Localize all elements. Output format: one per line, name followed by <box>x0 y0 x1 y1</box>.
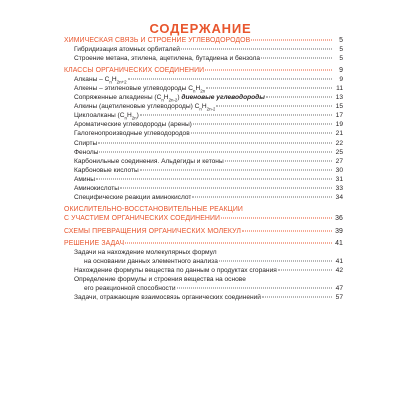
dot-leader <box>225 161 332 162</box>
toc-label: Гибридизация атомных орбиталей <box>74 46 180 53</box>
toc-label: ОКИСЛИТЕЛЬНО-ВОССТАНОВИТЕЛЬНЫЕ РЕАКЦИИ <box>64 206 243 213</box>
toc-entry-alcohols[interactable] <box>74 140 343 149</box>
dot-leader <box>205 70 332 71</box>
toc-label: Амины <box>74 176 95 183</box>
toc-entry-combustion[interactable] <box>74 267 343 276</box>
page-title: СОДЕРЖАНИЕ <box>149 21 252 36</box>
toc-entry-molecular-formulas-line2[interactable] <box>84 258 343 267</box>
toc-page-number: 19 <box>335 121 343 128</box>
toc-label: Задачи на нахождение молекулярных формул <box>74 249 217 256</box>
toc-label: Алкины (ацетиленовые углеводороды) $C_nH_{2n-2}$ <box>74 103 216 112</box>
toc-page-number: 36 <box>335 215 343 222</box>
toc-entry-alkadienes[interactable] <box>74 94 343 103</box>
toc-page-number: 21 <box>335 130 343 137</box>
toc-page-number: 25 <box>335 149 343 156</box>
toc-page-number: 42 <box>335 267 343 274</box>
toc-page-number: 9 <box>339 76 343 83</box>
dot-leader <box>99 152 332 153</box>
toc-entry-alkenes[interactable] <box>74 85 343 94</box>
toc-label: ХИМИЧЕСКАЯ СВЯЗЬ И СТРОЕНИЕ УГЛЕВОДОРОДОВ <box>64 37 251 44</box>
toc-label: Карбонильные соединения. Альдегиды и кетоны <box>74 158 224 165</box>
toc-label: Карбоновые кислоты <box>74 167 139 174</box>
toc-entry-reactivity-line2[interactable] <box>84 285 343 294</box>
toc-entry-relationships[interactable] <box>74 294 343 303</box>
toc-page-number: 31 <box>335 176 343 183</box>
toc-section-chemical-bond[interactable] <box>64 37 343 46</box>
dot-leader <box>193 124 332 125</box>
toc-label: КЛАССЫ ОРГАНИЧЕСКИХ СОЕДИНЕНИЙ <box>64 67 205 74</box>
toc-entry-alkynes[interactable] <box>74 103 343 112</box>
dot-leader <box>206 88 332 89</box>
toc-page-number: 41 <box>335 240 343 247</box>
toc-label: Аминокислоты <box>74 185 119 192</box>
toc-page-number: 41 <box>335 258 343 265</box>
toc-label: Ароматические углеводороды (арены) <box>74 121 192 128</box>
toc-label: Фенолы <box>74 149 99 156</box>
dot-leader <box>181 49 332 50</box>
dot-leader <box>98 143 332 144</box>
toc-label: Циклоалканы $(C_nH_{2n})$ <box>74 112 139 121</box>
toc-entry-molecular-formulas-line1[interactable] <box>74 249 343 258</box>
toc-section-classes[interactable] <box>64 67 343 76</box>
toc-page-number: 13 <box>335 94 343 101</box>
toc-label: СХЕМЫ ПРЕВРАЩЕНИЯ ОРГАНИЧЕСКИХ МОЛЕКУЛ <box>64 228 241 235</box>
toc-page-number: 30 <box>335 167 343 174</box>
dot-leader <box>278 270 332 271</box>
toc-label: Галогенопроизводные углеводородов <box>74 130 190 137</box>
toc-page-number: 39 <box>335 228 343 235</box>
toc-entry-structure[interactable] <box>74 55 343 64</box>
toc-label: на основании данных элементного анализа <box>84 258 218 265</box>
toc-label: Задачи, отражающие взаимосвязь органических соединений <box>74 294 261 301</box>
toc-page-number: 34 <box>335 194 343 201</box>
toc-entry-phenols[interactable] <box>74 149 343 158</box>
toc-label: его реакционной способности <box>84 285 176 292</box>
dot-leader <box>140 115 332 116</box>
toc-page-number: 57 <box>335 294 343 301</box>
dot-leader <box>125 243 332 244</box>
toc-section-problems[interactable] <box>64 240 343 249</box>
toc-page-number: 15 <box>335 103 343 110</box>
toc-entry-hybridization[interactable] <box>74 46 343 55</box>
toc-page-number: 47 <box>335 285 343 292</box>
toc-entry-halogen[interactable] <box>74 130 343 139</box>
toc-label: Строение метана, этилена, ацетилена, бутадиена и бензола <box>74 55 260 62</box>
toc-label: Сопряженные алкадиены $(C_nH_{2n-2})$ диеновые углеводороды <box>74 94 265 103</box>
toc-entry-reactivity-line1[interactable] <box>74 276 343 285</box>
toc-page-number: 27 <box>335 158 343 165</box>
toc-page-number: 5 <box>339 55 343 62</box>
toc-page-number: 33 <box>335 185 343 192</box>
dot-leader <box>242 231 332 232</box>
toc-page-number: 5 <box>339 37 343 44</box>
toc-entry-carbonyl[interactable] <box>74 158 343 167</box>
dot-leader <box>262 297 332 298</box>
toc-label: Алкены – этиленовые углеводороды $C_nH_{2n}$ <box>74 85 206 94</box>
toc-entry-arenes[interactable] <box>74 121 343 130</box>
toc-page-number: 17 <box>335 112 343 119</box>
dot-leader <box>120 188 332 189</box>
dot-leader <box>177 288 332 289</box>
dot-leader <box>96 179 332 180</box>
toc-label: Спирты <box>74 140 98 147</box>
toc-entry-cycloalkanes[interactable] <box>74 112 343 121</box>
toc-label: Нахождение формулы вещества по данным о продуктах сгорания <box>74 267 277 274</box>
toc-entry-amino-reactions[interactable] <box>74 194 343 203</box>
dot-leader <box>191 133 332 134</box>
toc-label: РЕШЕНИЕ ЗАДАЧ <box>64 240 125 247</box>
toc-page-number: 5 <box>339 46 343 53</box>
toc-page-number: 11 <box>336 85 343 92</box>
toc-entry-amino-acids[interactable] <box>74 185 343 194</box>
toc-label: Специфические реакции аминокислот <box>74 194 192 201</box>
dot-leader <box>251 40 332 41</box>
toc-page <box>58 8 343 393</box>
dot-leader <box>219 261 332 262</box>
toc-page-number: 9 <box>339 67 343 74</box>
toc-entry-carboxylic[interactable] <box>74 167 343 176</box>
dot-leader <box>192 197 332 198</box>
dot-leader <box>216 106 332 107</box>
toc-section-redox-line1[interactable] <box>64 206 343 215</box>
toc-label: Определение формулы и строения вещества на основе <box>74 276 246 283</box>
dot-leader <box>221 218 332 219</box>
dot-leader <box>261 58 332 59</box>
toc-label: С УЧАСТИЕМ ОРГАНИЧЕСКИХ СОЕДИНЕНИЙ <box>64 215 221 222</box>
toc-section-redox-line2[interactable] <box>64 215 343 224</box>
toc-entry-alkanes[interactable] <box>74 76 343 85</box>
toc-label: Алканы – $C_nH_{2n+2}$ <box>74 76 127 85</box>
dot-leader <box>140 170 332 171</box>
toc-section-schemes[interactable] <box>64 228 343 237</box>
dot-leader <box>128 79 332 80</box>
toc-page-number: 22 <box>335 140 343 147</box>
dot-leader <box>266 97 332 98</box>
toc-entry-amines[interactable] <box>74 176 343 185</box>
